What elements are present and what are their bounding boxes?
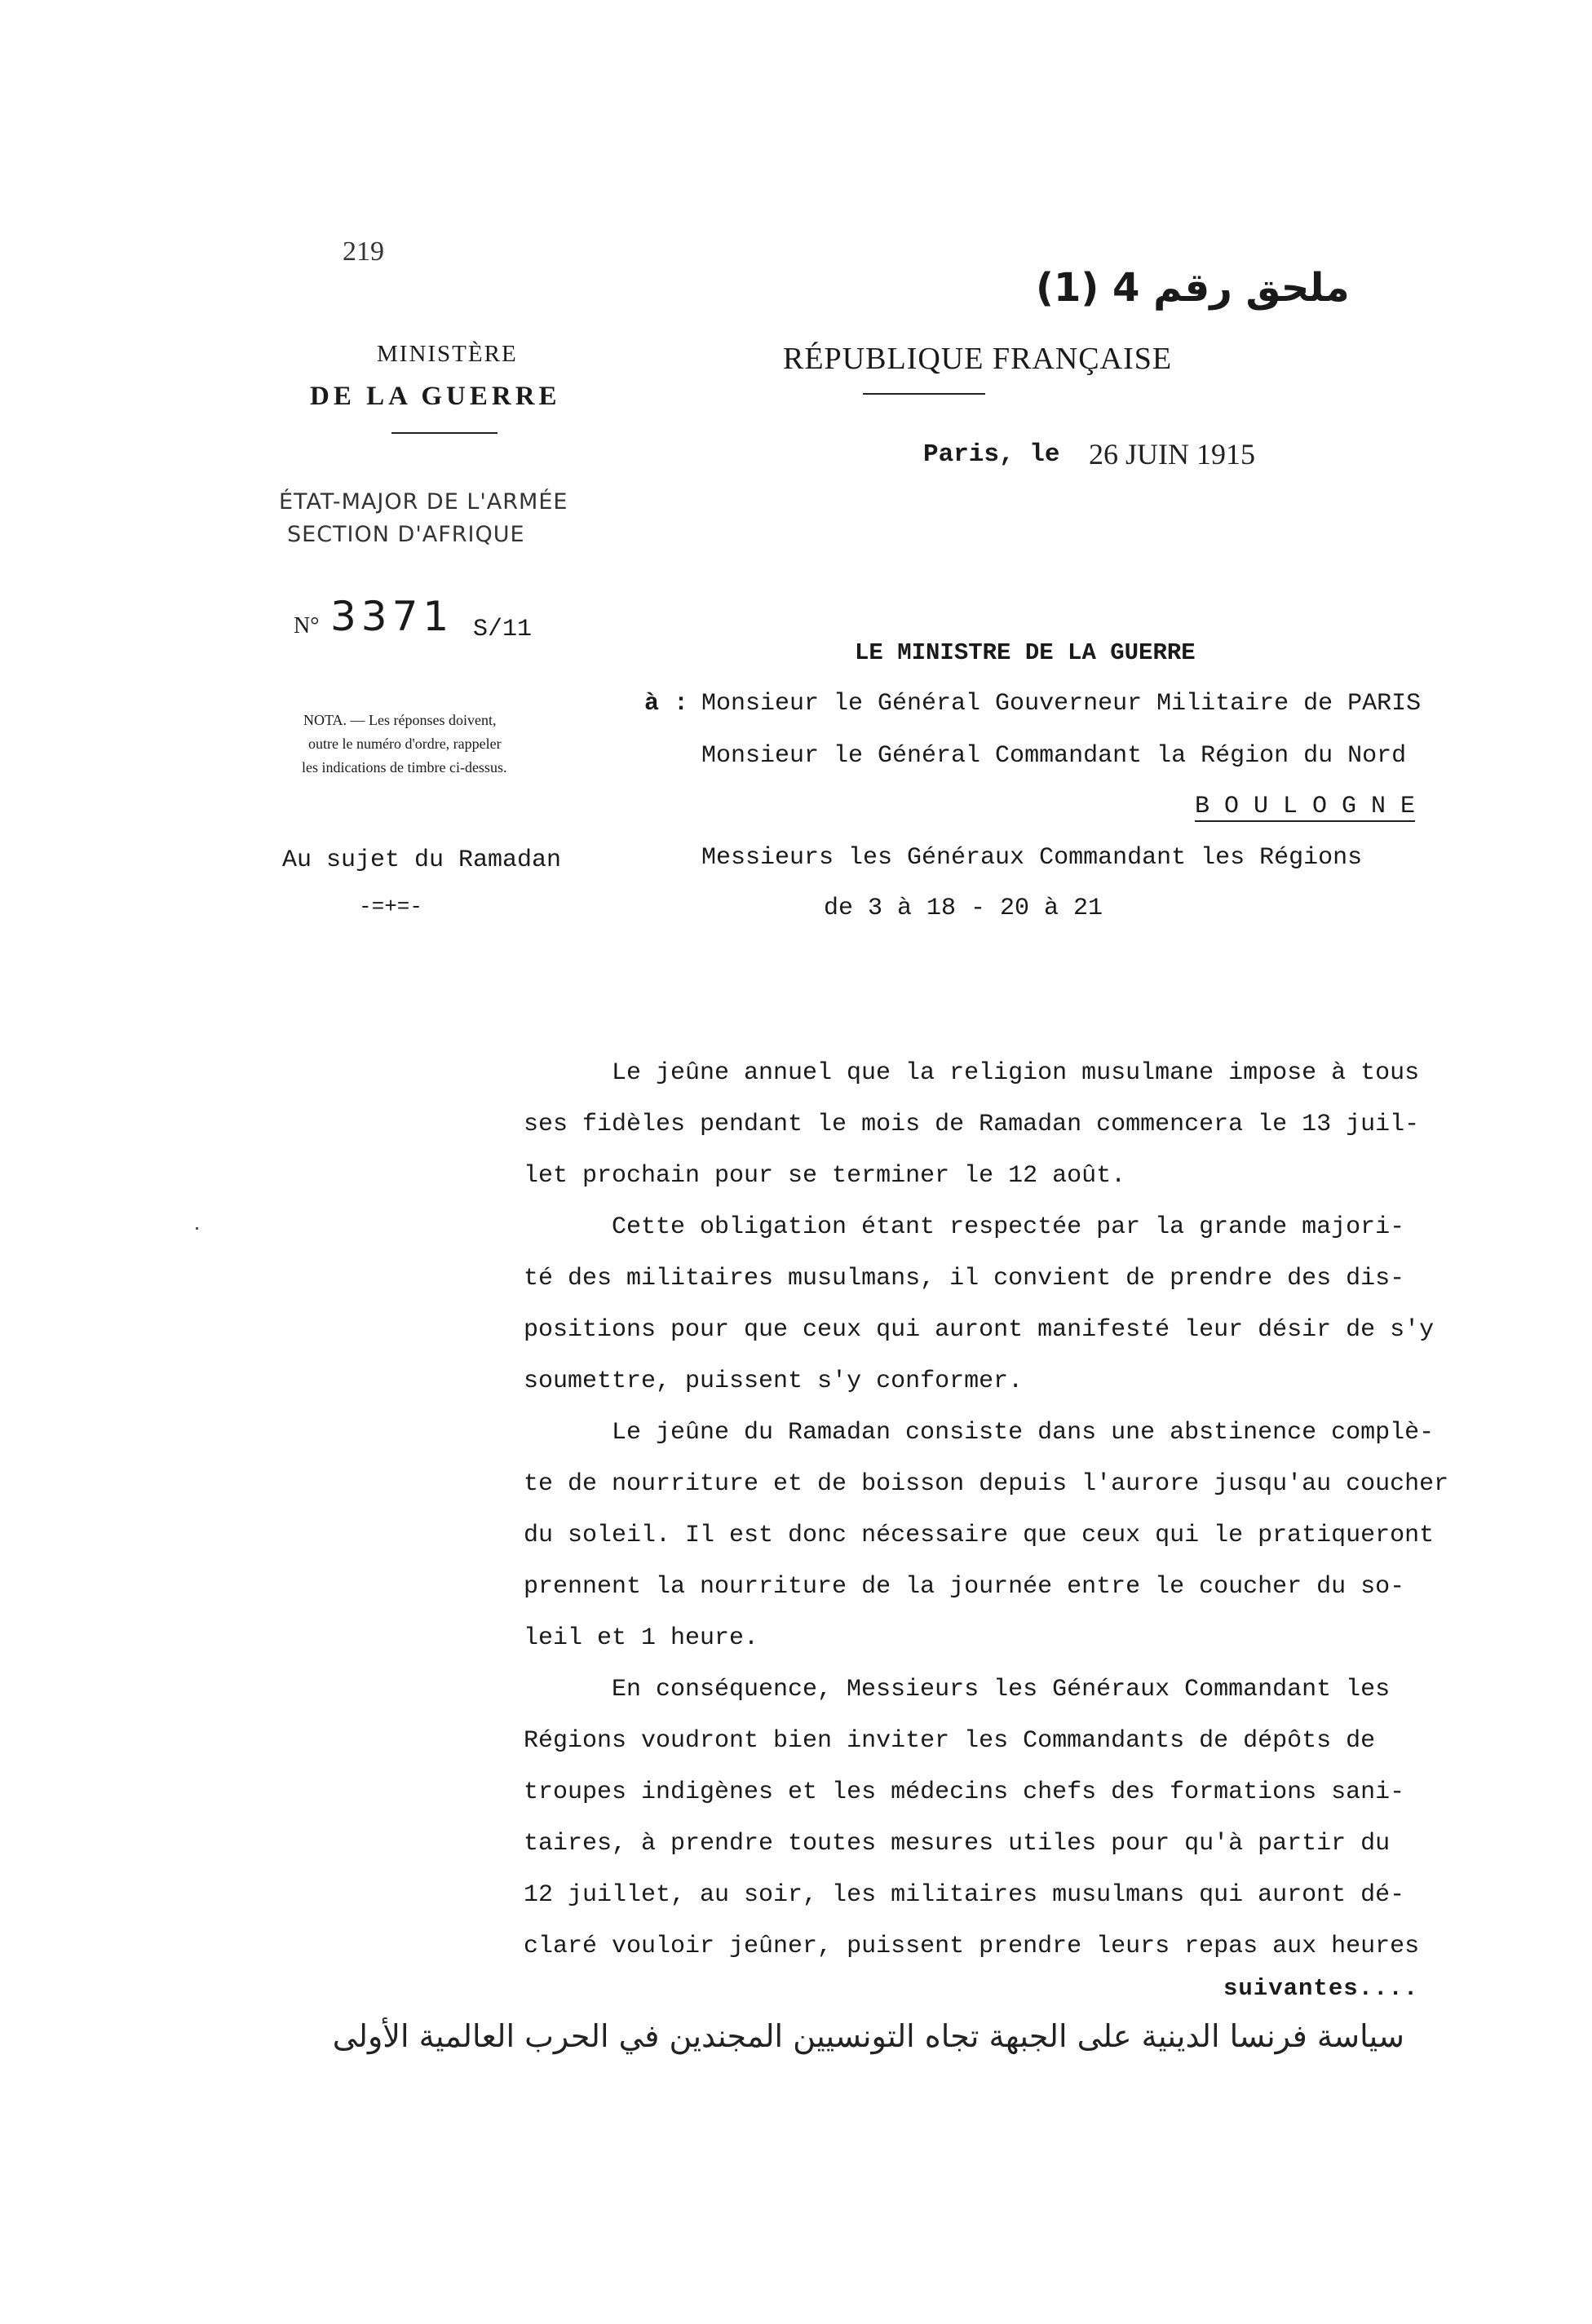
body-line: 12 juillet, au soir, les militaires musulmans qui auront dé- [524,1881,1405,1909]
body-line: claré vouloir jeûner, puissent prendre leurs repas aux heures [524,1933,1420,1960]
date-stamp: 26 JUIN 1915 [1089,438,1255,471]
stamp-line1: ÉTAT-MAJOR DE L'ARMÉE [279,489,568,515]
to-prefix: à : [644,690,689,718]
body-line: ses fidèles pendant le mois de Ramadan commencera le 13 juil- [524,1111,1420,1138]
body-line: En conséquence, Messieurs les Généraux Commandant les [612,1676,1391,1703]
body-line: troupes indigènes et les médecins chefs des formations sani- [524,1778,1405,1806]
page-number: 219 [343,236,384,267]
recipient-city: B O U L O G N E [1195,793,1416,820]
number-prefix: N° [294,613,320,638]
body-line: Régions voudront bien inviter les Commandants de dépôts de [524,1727,1376,1755]
body-line: Le jeûne du Ramadan consiste dans une abstinence complè- [612,1419,1435,1447]
recipient-line: de 3 à 18 - 20 à 21 [824,895,1103,922]
subject-mark: -=+=- [359,895,423,919]
number-suffix: S/11 [473,616,533,643]
annex-label: ملحق رقم 4 (1) [1036,265,1350,311]
nota-line: NOTA. — Les réponses doivent, [303,712,497,728]
body-line: prennent la nourriture de la journée entre le coucher du so- [524,1573,1405,1601]
nota-line: les indications de timbre ci-dessus. [302,759,507,775]
sender-line: LE MINISTRE DE LA GUERRE [855,639,1196,666]
republic-rule [863,393,985,395]
stamp-line2: SECTION D'AFRIQUE [287,522,525,547]
body-line: du soleil. Il est donc nécessaire que ceux qui le pratiqueront [524,1522,1435,1549]
body-line: te de nourriture et de boisson depuis l'aurore jusqu'au coucher [524,1470,1449,1498]
republic-title: RÉPUBLIQUE FRANÇAISE [783,342,1173,376]
subject-line: Au sujet du Ramadan [282,846,562,874]
body-line: let prochain pour se terminer le 12 août. [524,1162,1126,1190]
body-line: leil et 1 heure. [524,1624,759,1652]
number-value: 3371 [330,593,454,640]
recipient-line: Monsieur le Général Commandant la Région du Nord [701,742,1407,770]
footer-caption: سياسة فرنسا الدينية على الجبهة تجاه التونسيين المجندين في الحرب العالمية الأولى [332,2018,1404,2054]
letter-body [524,1048,1448,1973]
margin-speck [196,1227,198,1230]
nota-line: outre le numéro d'ordre, rappeler [308,736,502,752]
body-line: Cette obligation étant respectée par la grande majori- [612,1213,1405,1241]
body-line: té des militaires musulmans, il convient de prendre des dis- [524,1265,1405,1292]
recipient-line: Monsieur le Général Gouverneur Militaire de PARIS [701,690,1422,718]
ministry-line1: MINISTÈRE [377,341,518,367]
continuation-marker: suivantes.... [1223,1975,1419,2002]
recipient-line: Messieurs les Généraux Commandant les Régions [701,844,1363,872]
body-line: positions pour que ceux qui auront manifesté leur désir de s'y [524,1316,1435,1344]
ministry-rule [391,432,498,434]
body-line: taires, à prendre toutes mesures utiles pour qu'à partir du [524,1830,1391,1858]
body-line: Le jeûne annuel que la religion musulmane impose à tous [612,1059,1420,1087]
ministry-line2: DE LA GUERRE [310,382,561,411]
place-prefix: Paris, le [923,440,1060,469]
body-line: soumettre, puissent s'y conformer. [524,1367,1024,1395]
